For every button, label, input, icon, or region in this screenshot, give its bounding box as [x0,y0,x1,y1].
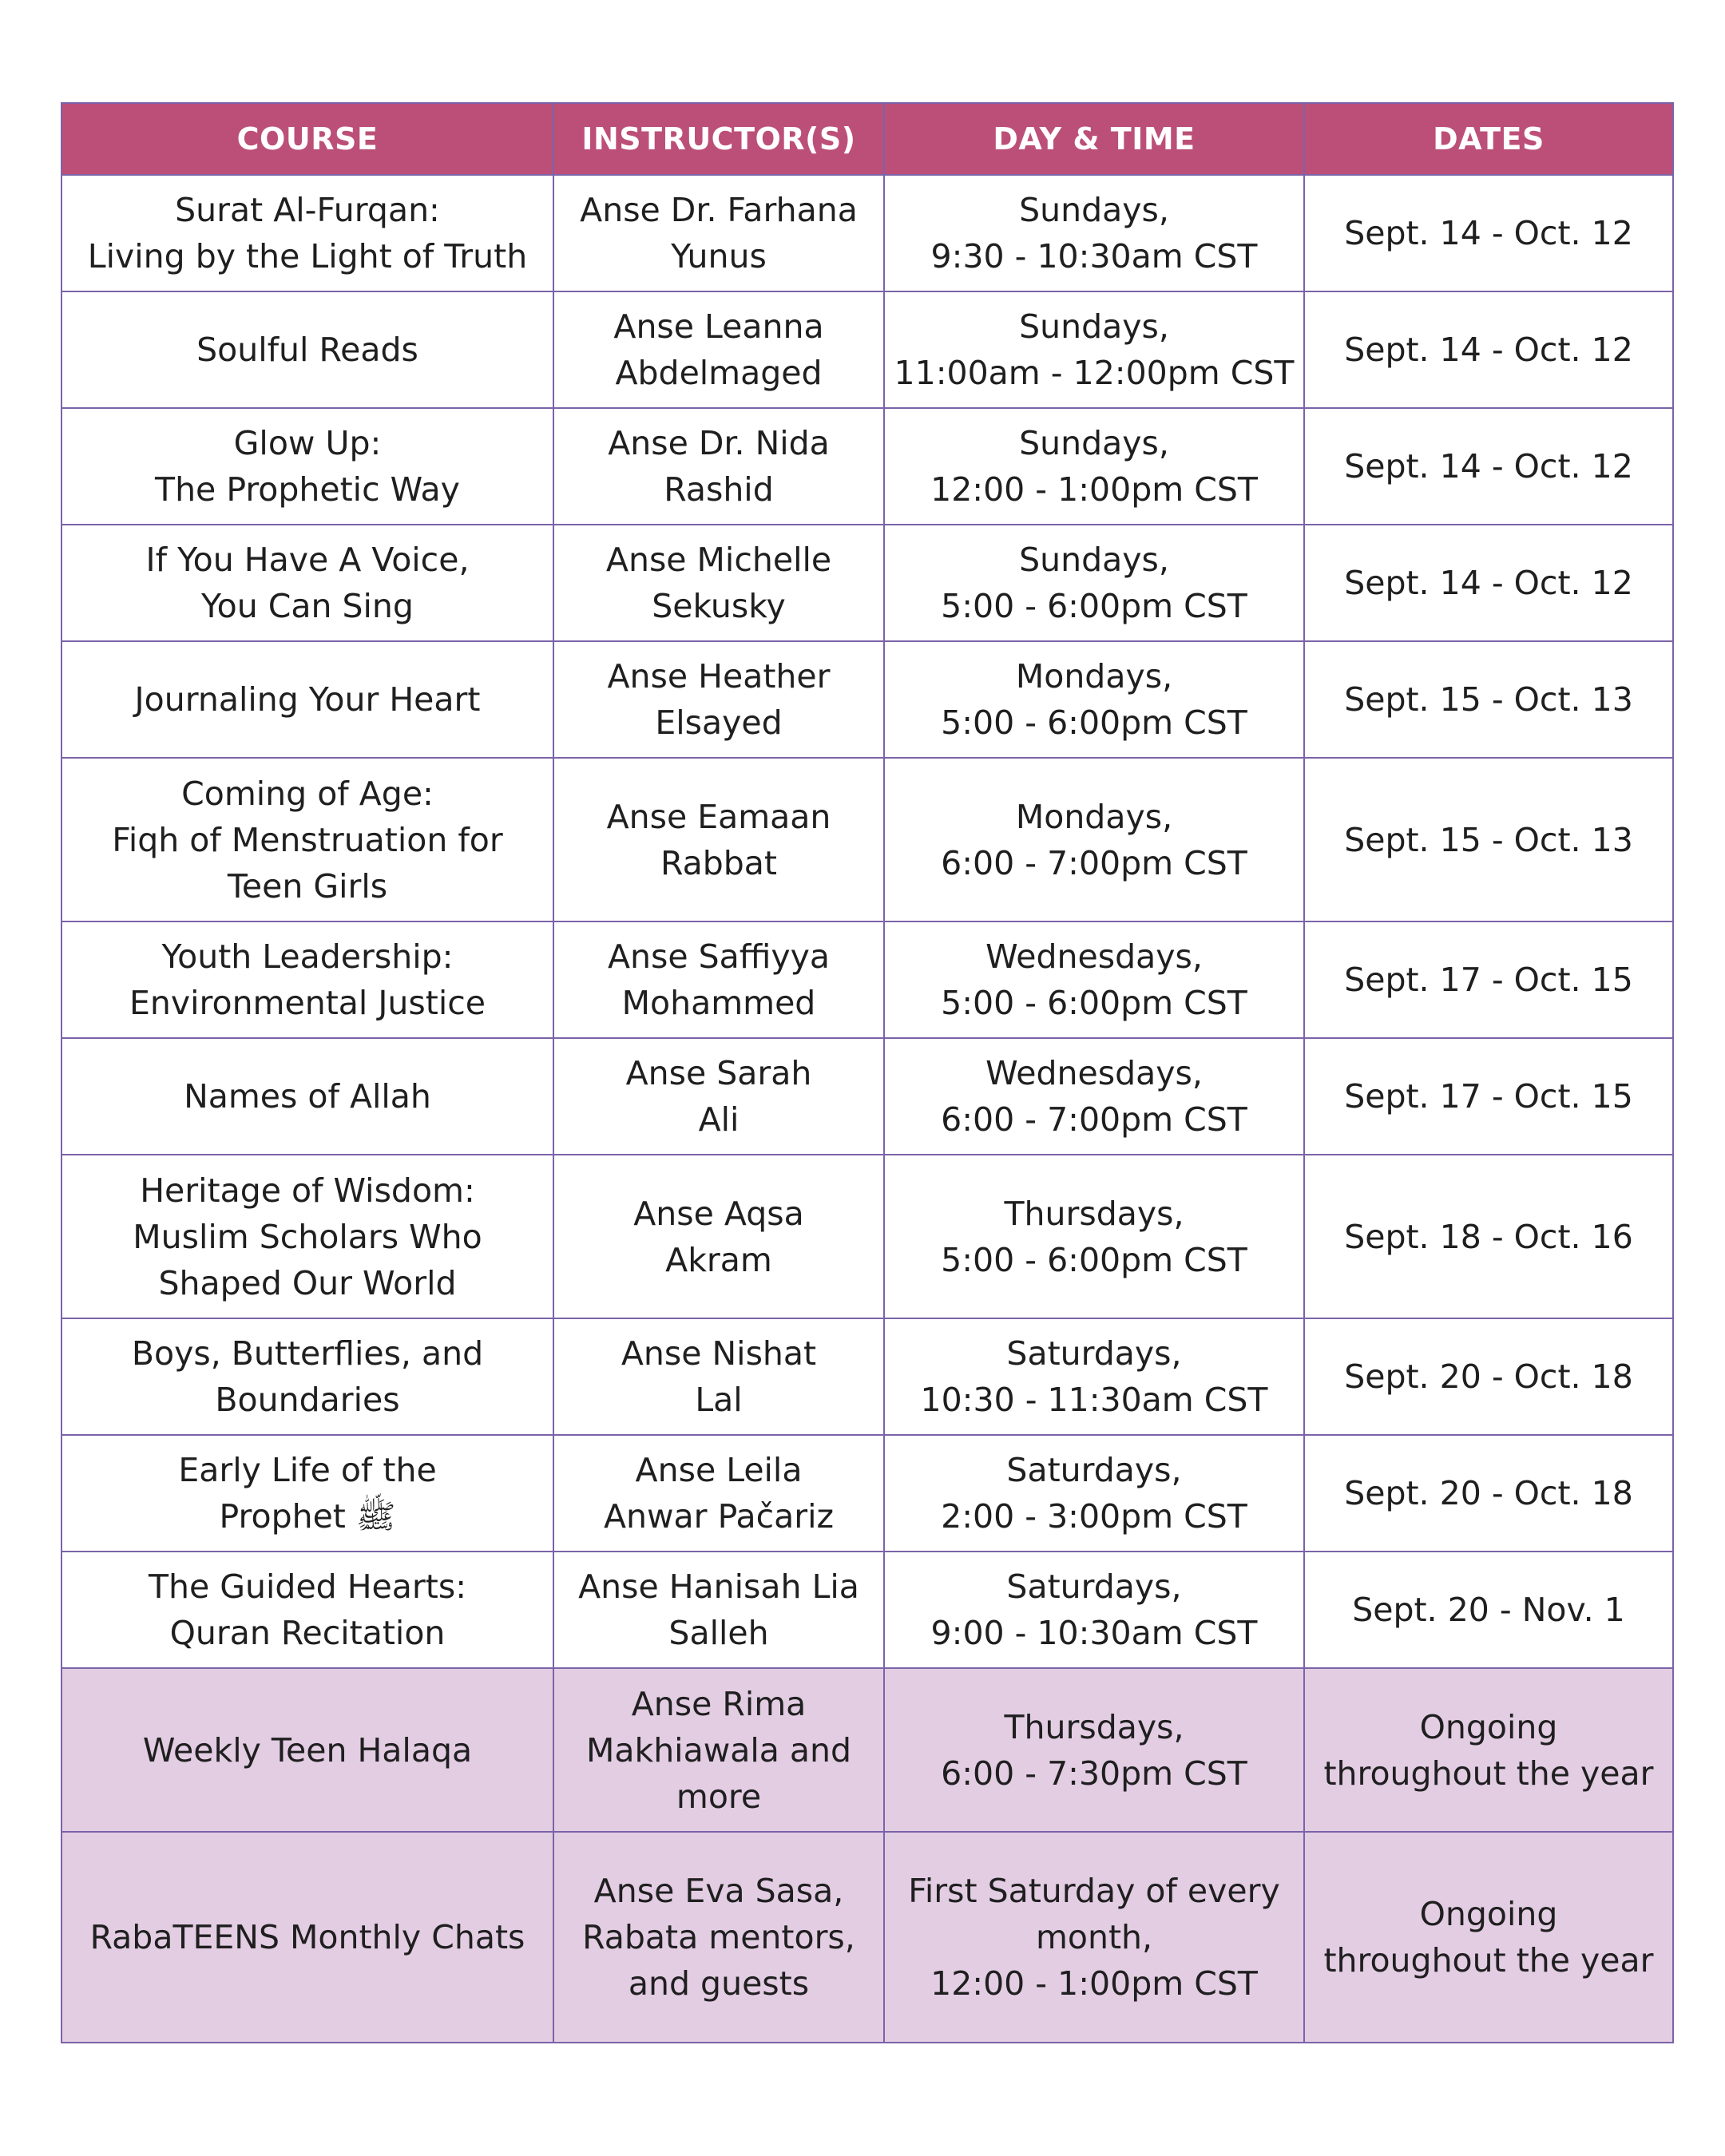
course-cell: Names of Allah [61,1038,553,1155]
table-row [61,1038,1673,1155]
table-row [61,1552,1673,1668]
instructor-cell: Anse Michelle Sekusky [553,525,884,641]
course-cell: Coming of Age: Fiqh of Menstruation for Teen Girls [61,758,553,921]
day-time-cell: Saturdays, 2:00 - 3:00pm CST [884,1435,1304,1552]
header-row [61,103,1673,175]
course-cell: Youth Leadership: Environmental Justice [61,921,553,1038]
table-row [61,1318,1673,1435]
course-schedule-table [61,102,1674,2043]
header-instructors: INSTRUCTOR(S) [553,103,884,175]
instructor-cell: Anse Rima Makhiawala and more [553,1668,884,1832]
table-row [61,921,1673,1038]
course-cell: Boys, Butterflies, and Boundaries [61,1318,553,1435]
header-course: COURSE [61,103,553,175]
table-row [61,408,1673,525]
day-time-cell: Thursdays, 6:00 - 7:30pm CST [884,1668,1304,1832]
day-time-cell: Saturdays, 9:00 - 10:30am CST [884,1552,1304,1668]
day-time-cell: Saturdays, 10:30 - 11:30am CST [884,1318,1304,1435]
course-cell: Heritage of Wisdom: Muslim Scholars Who Shaped Our World [61,1155,553,1318]
dates-cell: Ongoing throughout the year [1304,1832,1673,2043]
day-time-cell: Thursdays, 5:00 - 6:00pm CST [884,1155,1304,1318]
day-time-cell: Sundays, 9:30 - 10:30am CST [884,175,1304,291]
table-row-ongoing [61,1832,1673,2043]
table-row [61,291,1673,408]
day-time-cell: Wednesdays, 6:00 - 7:00pm CST [884,1038,1304,1155]
dates-cell: Sept. 14 - Oct. 12 [1304,408,1673,525]
instructor-cell: Anse Sarah Ali [553,1038,884,1155]
day-time-cell: Mondays, 5:00 - 6:00pm CST [884,641,1304,758]
table-body [61,175,1673,2043]
table-row [61,1435,1673,1552]
instructor-cell: Anse Dr. Nida Rashid [553,408,884,525]
dates-cell: Sept. 17 - Oct. 15 [1304,921,1673,1038]
day-time-cell: Mondays, 6:00 - 7:00pm CST [884,758,1304,921]
instructor-cell: Anse Leila Anwar Pačariz [553,1435,884,1552]
instructor-cell: Anse Nishat Lal [553,1318,884,1435]
dates-cell: Sept. 14 - Oct. 12 [1304,525,1673,641]
header-dates: DATES [1304,103,1673,175]
table-row [61,525,1673,641]
instructor-cell: Anse Aqsa Akram [553,1155,884,1318]
table-header [61,103,1673,175]
table-row [61,1155,1673,1318]
course-cell: Journaling Your Heart [61,641,553,758]
day-time-cell: First Saturday of every month, 12:00 - 1:00pm CST [884,1832,1304,2043]
course-cell: RabaTEENS Monthly Chats [61,1832,553,2043]
instructor-cell: Anse Leanna Abdelmaged [553,291,884,408]
instructor-cell: Anse Saffiyya Mohammed [553,921,884,1038]
table-row [61,758,1673,921]
course-cell: Soulful Reads [61,291,553,408]
dates-cell: Sept. 15 - Oct. 13 [1304,641,1673,758]
instructor-cell: Anse Hanisah Lia Salleh [553,1552,884,1668]
instructor-cell: Anse Heather Elsayed [553,641,884,758]
header-day-time: DAY & TIME [884,103,1304,175]
instructor-cell: Anse Eamaan Rabbat [553,758,884,921]
course-cell: Surat Al-Furqan: Living by the Light of Truth [61,175,553,291]
dates-cell: Sept. 18 - Oct. 16 [1304,1155,1673,1318]
dates-cell: Sept. 17 - Oct. 15 [1304,1038,1673,1155]
course-cell: Early Life of the Prophet ﷺ [61,1435,553,1552]
day-time-cell: Wednesdays, 5:00 - 6:00pm CST [884,921,1304,1038]
day-time-cell: Sundays, 11:00am - 12:00pm CST [884,291,1304,408]
day-time-cell: Sundays, 12:00 - 1:00pm CST [884,408,1304,525]
dates-cell: Sept. 14 - Oct. 12 [1304,291,1673,408]
course-cell: If You Have A Voice, You Can Sing [61,525,553,641]
dates-cell: Sept. 15 - Oct. 13 [1304,758,1673,921]
table-row [61,641,1673,758]
instructor-cell: Anse Eva Sasa, Rabata mentors, and guests [553,1832,884,2043]
dates-cell: Sept. 20 - Nov. 1 [1304,1552,1673,1668]
dates-cell: Sept. 14 - Oct. 12 [1304,175,1673,291]
table-row-ongoing [61,1668,1673,1832]
course-cell: The Guided Hearts: Quran Recitation [61,1552,553,1668]
dates-cell: Sept. 20 - Oct. 18 [1304,1318,1673,1435]
course-cell: Weekly Teen Halaqa [61,1668,553,1832]
table-row [61,175,1673,291]
dates-cell: Ongoing throughout the year [1304,1668,1673,1832]
day-time-cell: Sundays, 5:00 - 6:00pm CST [884,525,1304,641]
instructor-cell: Anse Dr. Farhana Yunus [553,175,884,291]
course-cell: Glow Up: The Prophetic Way [61,408,553,525]
dates-cell: Sept. 20 - Oct. 18 [1304,1435,1673,1552]
